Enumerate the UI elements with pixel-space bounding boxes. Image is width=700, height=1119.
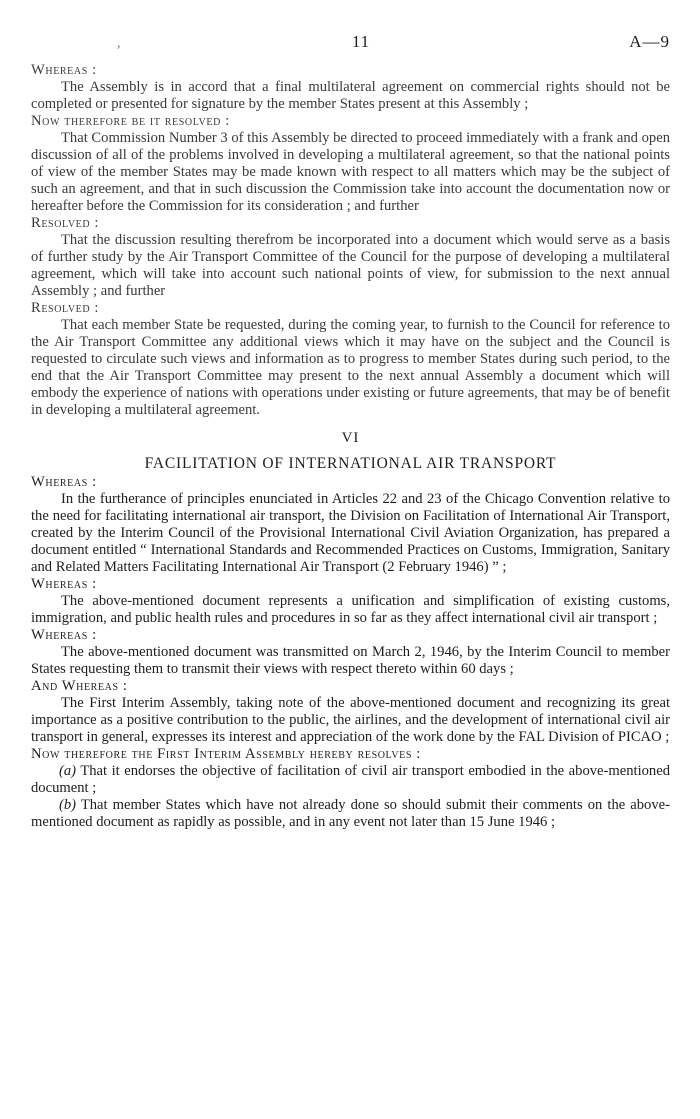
whereas-paragraph: In the furtherance of principles enunciated in Articles 22 and 23 of the Chicago Convention relative to the need for facilitating international air transport, the Division on Facilitation of International Air Transport, created by the Interim Council of the Provisional International Civil Aviation Organization, has prepared a document entitled “ International Standards and Recommended Practices on Customs, Immigration, Sanitary and Related Matters Facilitating International Air Transport (2 February 1946) ” ; bbox=[31, 491, 670, 575]
section-title: FACILITATION OF INTERNATIONAL AIR TRANSPORT bbox=[144, 455, 557, 472]
whereas-paragraph: The above-mentioned document was transmitted on March 2, 1946, by the Interim Council to member States requesting them to transmit their views with respect thereto within 60 days ; bbox=[31, 644, 670, 677]
item-text: That member States which have not already done so should submit their comments on the above-mentioned document as rapidly as possible, and in any event not later than 15 June 1946 ; bbox=[31, 797, 670, 830]
item-marker: (b) bbox=[59, 797, 77, 813]
page-number: 11 bbox=[351, 32, 371, 51]
whereas-heading: Whereas : bbox=[31, 576, 97, 592]
resolves-heading: Now therefore the First Interim Assembly hereby resolves : bbox=[31, 746, 421, 762]
now-therefore-paragraph: That Commission Number 3 of this Assembly be directed to proceed immediately with a frank and open discussion of all of the problems involved in developing a multilateral agreement, so that the national points of view of the member States may be made known with respect to all matters which may be the subject of such an agreement, and that in such discussion the Commission take into account the documentation now or hereafter before the Commission for its consideration ; and further bbox=[31, 130, 670, 214]
and-whereas-heading: And Whereas : bbox=[31, 678, 128, 694]
margin-mark: , bbox=[117, 36, 121, 51]
whereas-paragraph: The Assembly is in accord that a final multilateral agreement on commercial rights should not be completed or presented for signature by the member States present at this Assembly ; bbox=[31, 79, 670, 112]
section-number: VI bbox=[341, 430, 360, 446]
page-header bbox=[31, 32, 670, 62]
whereas-heading: Whereas : bbox=[31, 62, 97, 78]
document-reference: A—9 bbox=[629, 32, 670, 51]
resolved-paragraph: That each member State be requested, during the coming year, to furnish to the Council for reference to the Air Transport Committee any additional views which it may have on the subject and the Council is requested to circulate such views and information as to progress to member States during such period, to the end that the Air Transport Committee may present to the next annual Assembly a document which will embody the experience of nations with operations under existing or future agreements, that may be of benefit in developing a multilateral agreement. bbox=[31, 317, 670, 418]
resolved-paragraph: That the discussion resulting therefrom be incorporated into a document which would serve as a basis of further study by the Air Transport Committee of the Council for the purpose of developing a multilateral agreement, which will take into account such national points of view, for submission to the next annual Assembly ; and further bbox=[31, 232, 670, 299]
now-therefore-heading: Now therefore be it resolved : bbox=[31, 113, 230, 129]
whereas-paragraph: The above-mentioned document represents a unification and simplification of existing customs, immigration, and public health rules and procedures in so far as they affect international civil air transport ; bbox=[31, 593, 670, 626]
item-text: That it endorses the objective of facilitation of civil air transport embodied in the above-mentioned document ; bbox=[31, 763, 670, 796]
whereas-heading: Whereas : bbox=[31, 474, 97, 490]
resolution-item-b bbox=[31, 797, 670, 831]
resolved-heading: Resolved : bbox=[31, 215, 100, 231]
whereas-heading: Whereas : bbox=[31, 627, 97, 643]
resolution-continuation bbox=[31, 62, 670, 419]
item-marker: (a) bbox=[59, 763, 77, 779]
resolution-vi bbox=[31, 430, 670, 831]
and-whereas-paragraph: The First Interim Assembly, taking note of the above-mentioned document and recognizing its great importance as a positive contribution to the public, the airlines, and the development of international civil air transport in general, expresses its interest and appreciation of the work done by the FAL Division of PICAO ; bbox=[31, 695, 670, 745]
resolved-heading: Resolved : bbox=[31, 300, 100, 316]
resolution-item-a bbox=[31, 763, 670, 797]
